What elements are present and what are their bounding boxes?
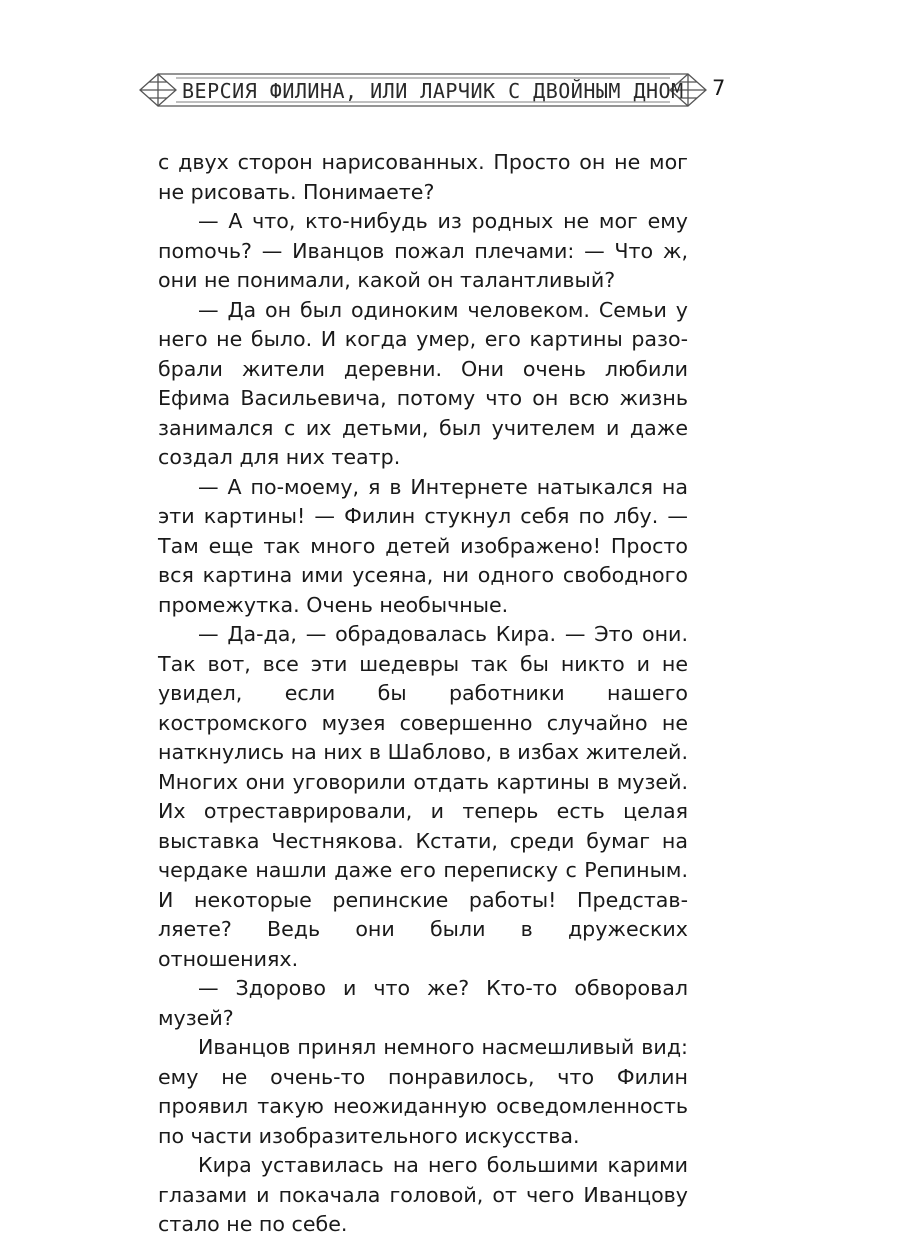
paragraph: Иванцов принял немного насмешливый вид: ему не очень-то понравилось, что Филин проявил такую неожиданную осведомленность по части изобразительного искусства. xyxy=(158,1035,688,1148)
paragraph: — Да-да, — обрадовалась Кира. — Это они. Так вот, все эти шедевры так бы никто и не увидел, если бы работники нашего костромского музея совершенно случайно не наткнулись на них в Шаблово, в избах жителей. Многих они уговорили отдать картины в музей. Их отреставрировали, и теперь есть целая выставка Честнякова. Кстати, среди бумаг на чердаке нашли даже его переписку с Репиным. И некоторые репинские работы! Представляете? Ведь они были в дружеских отношениях. xyxy=(158,622,688,971)
paragraph: — А по-моему, я в Интернете натыкался на эти картины! — Филин стукнул себя по лбу. — Там еще так много детей изображено! Просто вся картина ими усеяна, ни одного свободного промежутка. Очень необычные. xyxy=(158,474,688,617)
paragraph: — А что, кто-нибудь из родных не мог ему поmочь? — Иванцов пожал плечами: — Что ж, они не понимали, какой он талантливый? xyxy=(158,209,688,292)
running-title: ВЕРСИЯ ФИЛИНА, ИЛИ ЛАРЧИК С ДВОЙНЫМ ДНОМ xyxy=(182,79,684,103)
running-header xyxy=(138,70,708,110)
body-text xyxy=(158,148,688,1240)
diamond-ornament-icon xyxy=(140,74,176,106)
page-number: 7 xyxy=(712,76,726,100)
paragraph: — Здорово и что же? Кто-то обворовал музей? xyxy=(158,976,688,1030)
paragraph: Кира уставилась на него большими карими глазами и покачала головой, от чего Иванцову стало не по себе. xyxy=(158,1153,688,1236)
paragraph: с двух сторон нарисованных. Просто он не мог не рисовать. Понимаете? xyxy=(158,150,688,204)
paragraph: — Да он был одиноким человеком. Семьи у него не было. И когда умер, его картины разобрали жители деревни. Они очень любили Ефима Васильевича, потому что он всю жизнь занимался с их детьми, был учителем и даже создал для них театр. xyxy=(158,297,688,469)
